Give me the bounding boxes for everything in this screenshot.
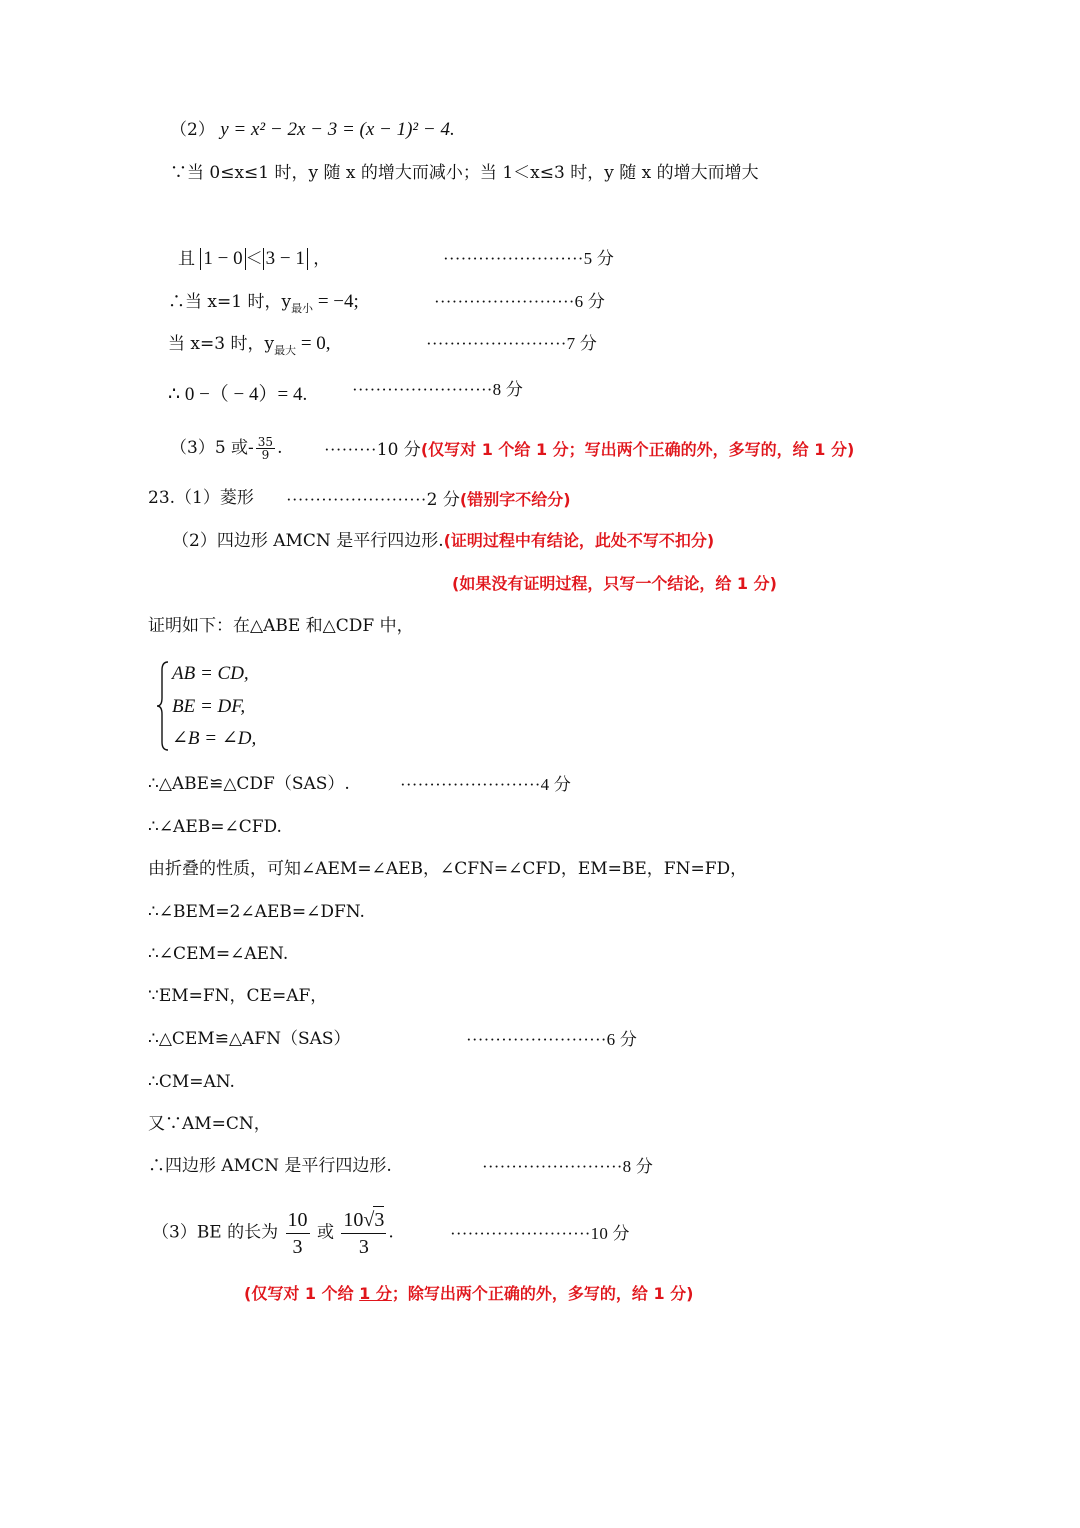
system-eq-2: BE = DF, [172,696,246,717]
final-note: (仅写对 1 个给 1 分；除写出两个正确的外，多写的，给 1 分) [244,1284,694,1303]
part2-equation [170,120,455,139]
score-4: ························4 分 [400,775,572,794]
q23-1-score: ························2 分(错别字不给分) [286,490,571,510]
abs-compare-line [178,248,330,270]
score-5: ························5 分 [443,249,615,268]
q23-1-note: (错别字不给分) [459,490,571,509]
proof-l2: 由折叠的性质，可知∠AEM=∠AEB，∠CFN=∠CFD，EM=BE，FN=FD， [148,859,748,879]
part3-label: （3）5 或- [170,438,254,458]
q23-1-line: 23.（1）菱形 [148,488,254,508]
q23-3-line: （3）BE 的长为 $\frac{10}{3}$ 或 $\frac{10√3}{3}$ . [152,1206,394,1260]
score-6: ························6 分 [434,292,606,311]
proof-l4: ∴∠CEM=∠AEN. [148,944,289,964]
proof-l5: ∵EM=FN，CE=AF， [148,986,328,1006]
system-brace [156,660,170,752]
part2-eq: y = x² − 2x − 3 = (x − 1)² − 4. [220,119,455,140]
score-8b: ························8 分 [482,1157,654,1176]
proof-l8: 又∵AM=CN， [148,1114,271,1134]
cong1-line: ∴△ABE≌△CDF（SAS）. [148,774,350,794]
fraction-35-9: $\frac{35}{9}$ [257,435,274,462]
part3-score: ·········10 分(仅写对 1 个给 1 分；写出两个正确的外，多写的，给 1 分) [324,440,855,460]
reason-line: ∵当 0≤x≤1 时，y 随 x 的增大而减小；当 1＜x≤3 时，y 随 x 的增大而增大 [170,163,759,183]
system-eq-1: AB = CD, [172,663,249,684]
proof-intro: 证明如下：在△ABE 和△CDF 中， [148,616,414,636]
min-line: ∴当 x=1 时，$y_{最小} = -4$; [168,291,359,315]
score-7: ························7 分 [426,334,598,353]
max-subscript: 最大 [274,344,297,357]
less-than: ＜ [245,249,263,269]
q23-2-line: （2）四边形 AMCN 是平行四边形.(证明过程中有结论，此处不写不扣分) [172,531,715,551]
q23-2-note1: (证明过程中有结论，此处不写不扣分) [443,531,715,550]
proof-l6: ∴△CEM≌△AFN（SAS） [148,1029,351,1049]
proof-l9: ∴四边形 AMCN 是平行四边形. [148,1156,392,1176]
score-10: ························10 分 [450,1224,630,1243]
score-6b: ························6 分 [466,1030,638,1049]
proof-l1: ∴∠AEB=∠CFD. [148,817,282,837]
min-subscript: 最小 [291,302,314,315]
proof-l3: ∴∠BEM=2∠AEB=∠DFN. [148,902,365,922]
proof-l7: ∴CM=AN. [148,1072,235,1092]
score-8: ························8 分 [352,380,524,399]
part3-line: （3）5 或- $\frac{35}{9}$ . [170,435,283,462]
abs-b: 3 − 1 [263,248,308,270]
part2-label: （2） [170,120,215,140]
q23-2-note2: (如果没有证明过程，只写一个结论，给 1 分) [452,574,777,593]
and-prefix: 且 [178,249,195,269]
system-eq-3: ∠B = ∠D, [172,728,257,749]
max-line: 当 x=3 时，$y_{最大} = 0$, [168,333,331,357]
fraction-10-3: $\frac{10}{3}$ [287,1208,308,1258]
fraction-10root3-3: $\frac{10√3}{3}$ [341,1206,386,1260]
part3-note: (仅写对 1 个给 1 分；写出两个正确的外，多写的，给 1 分) [420,440,855,459]
abs-a: 1 − 0 [200,248,245,270]
diff-line: ∴ 0 −（ − 4）= 4. [168,384,308,405]
and-post: ， [313,249,331,269]
